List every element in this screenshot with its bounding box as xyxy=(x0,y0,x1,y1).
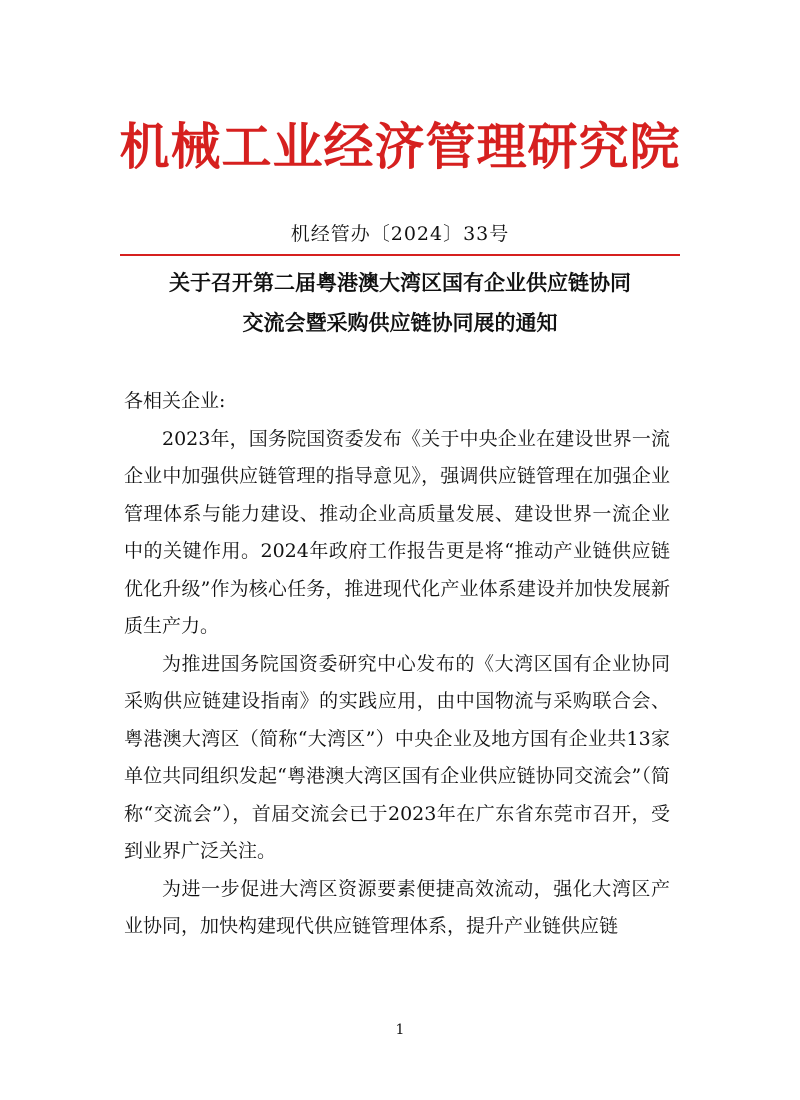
document-number: 机经管办〔2024〕33号 xyxy=(290,223,510,245)
body-paragraph-1: 2023年，国务院国资委发布《关于中央企业在建设世界一流企业中加强供应链管理的指导意见》，强调供应链管理在加强企业管理体系与能力建设、推动企业高质量发展、建设世界一流企业中的关键作用。2024年政府工作报告更是将“推动产业链供应链优化升级”作为核心任务，推进现代化产业体系建设并加快发展新质生产力。 xyxy=(124,427,670,637)
body-paragraph-2: 为推进国务院国资委研究中心发布的《大湾区国有企业协同采购供应链建设指南》的实践应用，由中国物流与采购联合会、粤港澳大湾区（简称“大湾区”）中央企业及地方国有企业共13家单位共同组织发起“粤港澳大湾区国有企业供应链协同交流会”（简称“交流会”），首届交流会已于2023年在广东省东莞市召开，受到业界广泛关注。 xyxy=(124,652,670,862)
document-body xyxy=(124,383,670,946)
body-paragraph-3: 为进一步促进大湾区资源要素便捷高效流动，强化大湾区产业协同，加快构建现代供应链管理体系，提升产业链供应链 xyxy=(124,877,670,937)
document-title xyxy=(0,263,800,343)
red-divider-line xyxy=(120,254,680,256)
organization-header: 机械工业经济管理研究院 xyxy=(119,118,681,176)
document-title-line-1: 关于召开第二届粤港澳大湾区国有企业供应链协同 xyxy=(169,271,631,295)
page-number: 1 xyxy=(395,1022,405,1038)
salutation: 各相关企业: xyxy=(124,390,226,412)
document-title-line-2: 交流会暨采购供应链协同展的通知 xyxy=(242,311,558,335)
